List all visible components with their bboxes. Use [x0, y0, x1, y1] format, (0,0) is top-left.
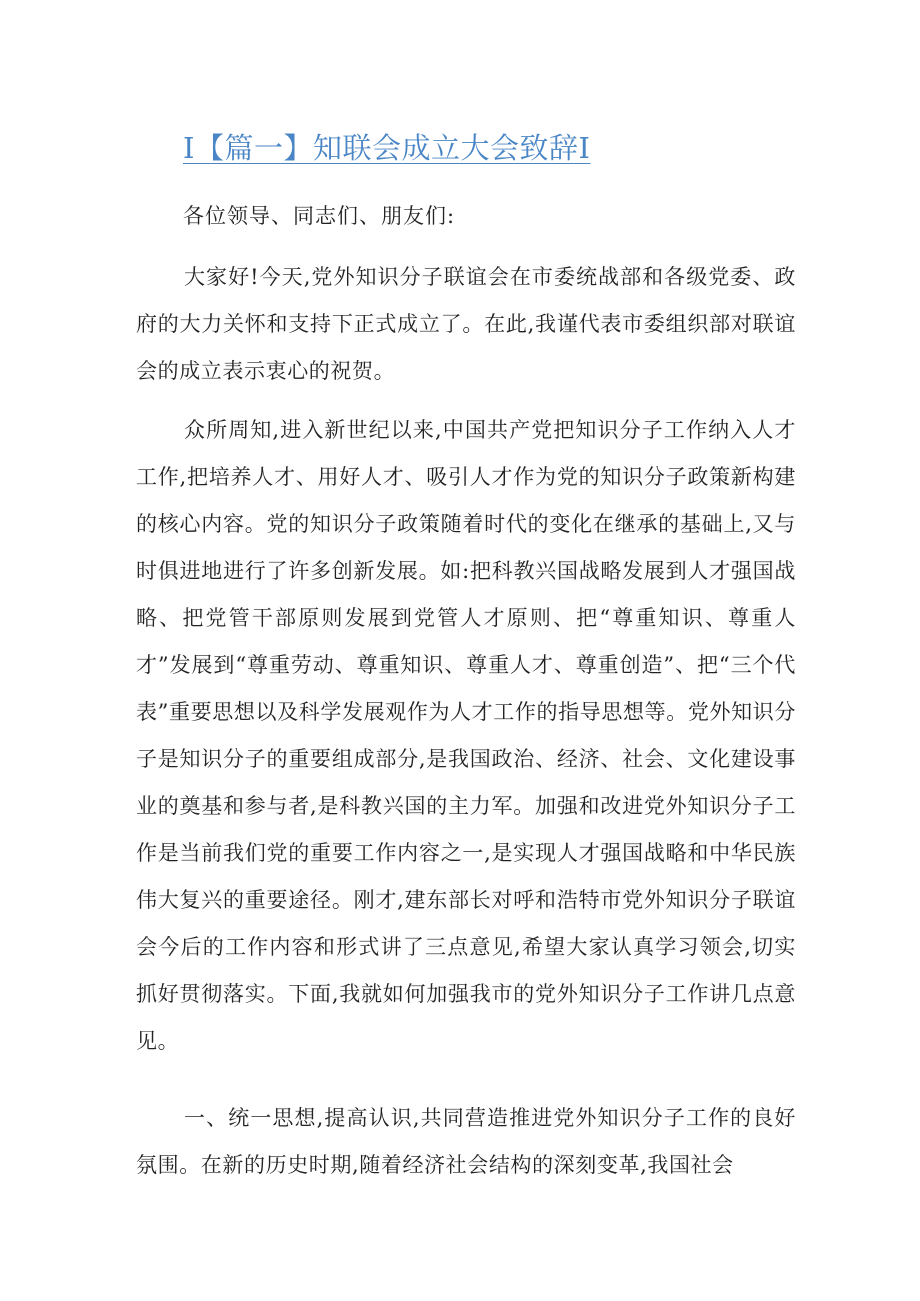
document-title: I【篇一】知联会成立大会致辞I [183, 131, 591, 165]
paragraph-policy: 众所周知,进入新世纪以来,中国共产党把知识分子工作纳入人才工作,把培养人才、用好人才、吸引人才作为党的知识分子政策新构建的核心内容。党的知识分子政策随着时代的变化在继承的基础上,又与时俱进地进行了许多创新发展。如:把科教兴国战略发展到人才强国战略、把党管干部原则发展到党管人才原则、把“尊重知识、尊重人才”发展到“尊重劳动、尊重知识、尊重人才、尊重创造”、把“三个代表”重要思想以及科学发展观作为人才工作的指导思想等。党外知识分子是知识分子的重要组成部分,是我国政治、经济、社会、文化建设事业的奠基和参与者,是科教兴国的主力军。加强和改进党外知识分子工作是当前我们党的重要工作内容之一,是实现人才强国战略和中华民族伟大复兴的重要途径。刚才,建东部长对呼和浩特市党外知识分子联谊会今后的工作内容和形式讲了三点意见,希望大家认真学习领会,切实抓好贯彻落实。下面,我就如何加强我市的党外知识分子工作讲几点意见。 [136, 418, 796, 1053]
paragraph-section-one: 一、统一思想,提高认识,共同营造推进党外知识分子工作的良好氛围。在新的历史时期,随着经济社会结构的深刻变革,我国社会 [136, 1106, 796, 1177]
salutation: 各位领导、同志们、朋友们: [183, 204, 456, 228]
paragraph-greeting: 大家好!今天,党外知识分子联谊会在市委统战部和各级党委、政府的大力关怀和支持下正式成立了。在此,我谨代表市委组织部对联谊会的成立表示衷心的祝贺。 [136, 265, 796, 383]
